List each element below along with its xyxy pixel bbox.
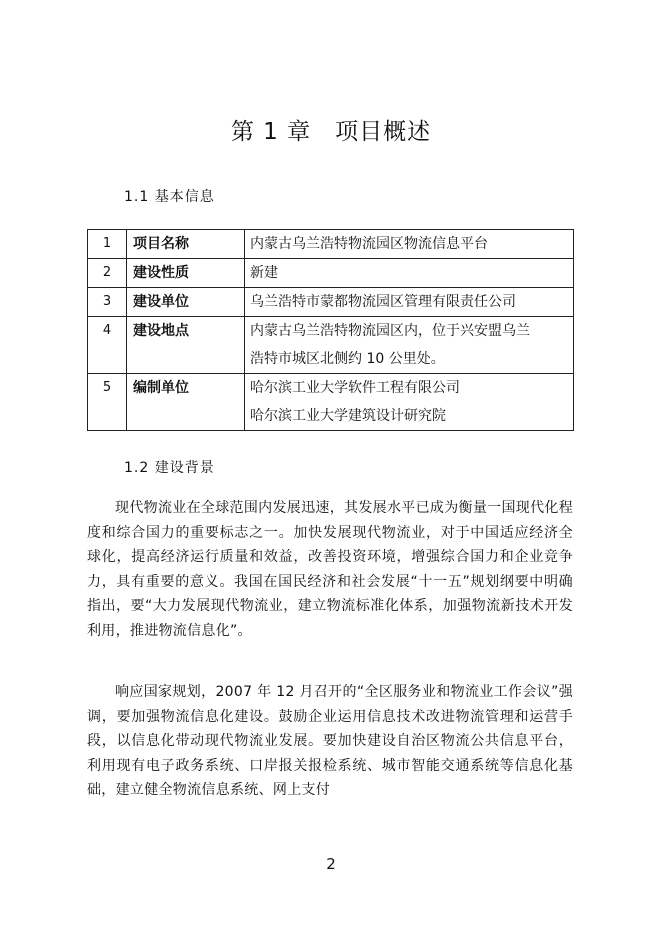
row-value: 内蒙古乌兰浩特物流园区物流信息平台	[245, 230, 574, 259]
section-heading-basic-info: 1.1 基本信息	[124, 189, 215, 205]
table-row	[88, 259, 574, 288]
row-label: 建设性质	[127, 259, 245, 288]
row-number: 4	[88, 317, 127, 374]
body-paragraph: 现代物流业在全球范围内发展迅速，其发展水平已成为衡量一国现代化程度和综合国力的重要标志之一。加快发展现代物流业，对于中国适应经济全球化，提高经济运行质量和效益，改善投资环境，增强综合国力和企业竞争力，具有重要的意义。我国在国民经济和社会发展“十一五”规划纲要中明确指出，要“大力发展现代物流业，建立物流标准化体系，加强物流新技术开发利用，推进物流信息化”。	[87, 500, 573, 639]
row-number: 2	[88, 259, 127, 288]
chapter-title: 第 1 章 项目概述	[230, 119, 432, 145]
table-row	[88, 374, 574, 431]
row-label: 编制单位	[127, 374, 245, 431]
row-value: 哈尔滨工业大学软件工程有限公司 哈尔滨工业大学建筑设计研究院	[245, 374, 574, 431]
row-number: 3	[88, 288, 127, 317]
page-number: 2	[326, 855, 336, 873]
table-row	[88, 230, 574, 259]
row-value: 乌兰浩特市蒙都物流园区管理有限责任公司	[245, 288, 574, 317]
table-row	[88, 317, 574, 374]
table-row	[88, 288, 574, 317]
row-label: 建设单位	[127, 288, 245, 317]
row-value: 内蒙古乌兰浩特物流园区内，位于兴安盟乌兰 浩特市城区北侧约 10 公里处。	[245, 317, 574, 374]
row-label: 项目名称	[127, 230, 245, 259]
row-number: 5	[88, 374, 127, 431]
section-heading-background: 1.2 建设背景	[124, 460, 215, 476]
row-label: 建设地点	[127, 317, 245, 374]
row-value: 新建	[245, 259, 574, 288]
row-number: 1	[88, 230, 127, 259]
body-paragraph: 响应国家规划，2007 年 12 月召开的“全区服务业和物流业工作会议”强调，要加强物流信息化建设。鼓励企业运用信息技术改进物流管理和运营手段，以信息化带动现代物流业发展。要加快建设自治区物流公共信息平台，利用现有电子政务系统、口岸报关报检系统、城市智能交通系统等信息化基础，建立健全物流信息系统、网上支付	[87, 684, 573, 798]
basic-info-table	[87, 229, 574, 431]
